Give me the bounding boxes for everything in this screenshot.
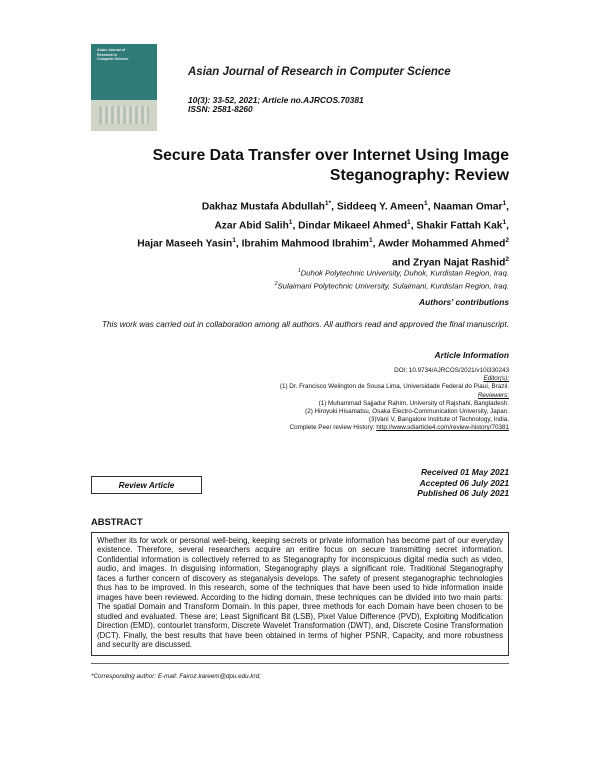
reviewer: (1) Muhammad Sajjadur Rahim, University of Rajshahi, Bangladesh. [318,399,509,407]
author-sep: , [410,220,417,232]
contributions-text: This work was carried out in collaboration among all authors. All authors read and approved the final manuscript. [101,320,509,329]
doi: DOI: 10.9734/AJRCOS/2021/v10i330243 [394,367,509,374]
author-sup: 2 [505,256,509,264]
issue-info: 10(3): 33-52, 2021; Article no.AJRCOS.70381 [188,95,364,105]
author-sep: , [506,220,509,232]
author-name: Azar Abid Salih [214,220,289,232]
publication-dates [417,467,509,499]
affiliation-text: Sulaimani Polytechnic University, Sulaimani, Kurdistan Region, Iraq. [277,281,509,291]
cover-title-line: Asian Journal of [97,48,126,52]
author-name: Naaman Omar [433,201,503,213]
reviewer: (2) Hiroyuki Hisamatsu, Osaka Electro-Communication University, Japan. [305,408,509,416]
article-info [89,367,509,433]
contributions-heading: Authors’ contributions [419,297,509,307]
cover-title-line: Computer Science [97,57,129,62]
author-list [49,196,509,271]
author-sup: 1 [368,237,373,245]
article-type-label: Review Article [91,476,202,494]
author-sup: 1 [407,218,411,226]
affiliation-text: Duhok Polytechnic University, Duhok, Kurdistan Region, Iraq. [300,268,509,278]
affiliation-sup: 1 [297,268,301,274]
reviewers-label: Reviewers: [477,391,509,399]
author-sep: , [235,238,242,250]
author-sep: , [506,201,509,213]
author-sep: , [372,238,378,250]
affiliation-sup: 2 [274,280,278,287]
cover-band [91,100,157,131]
author-sep: , [427,201,434,213]
abstract-text: Whether its for work or personal well-being, keeping secrets or private information has become part of our everyday existence. Therefore, several researchers acquire an entire focus on secure transmitting secret information. Confidential information is collectively referred to as Steganography for inconspicuous digital media such as video, audio, and images. In disguising information, Steganography plays a significant role. Traditional Steganography faces a further concern of discovery as steganalysis develops. The safety of present steganographic technologies thus has to be improved. In this research, some of the techniques that have been used to hide information inside images have been reviewed. According to the hiding domain, these techniques can be divided into two main parts: The spatial Domain and Transform Domain. In this paper, three methods for each Domain have been chosen to be studied and evaluated. These are; Least Significant Bit (LSB), Pixel Value Difference (PVD), Exploiting Modification Direction (EMD), contourlet transform, Discrete Wavelet Transformation (DWT), and, Discrete Cosine Transformation (DCT). Finally, the best results that have been obtained in terms of higher PSNR, Capacity, and more robustness and security are discussed. [91,532,509,656]
author-sep: , [331,201,337,213]
author-sup: 1 [424,200,428,207]
journal-cover-image [91,44,157,131]
author-name: Zryan Najat Rashid [413,257,506,269]
author-name: Shakir Fattah Kak [416,220,503,232]
author-name: Siddeeq Y. Ameen [336,201,425,213]
author-sep: , [292,220,299,232]
cover-title-line: Research in [97,52,118,57]
issn: ISSN: 2581-8260 [188,104,253,114]
title-line: Secure Data Transfer over Internet Using Image [152,147,509,164]
author-line [49,215,509,234]
journal-name: Asian Journal of Research in Computer Science [188,66,451,78]
author-name: Dindar Mikaeel Ahmed [298,220,408,232]
reviewer: (3)Vani V, Bangalore Institute of Technology, India. [368,416,509,424]
received-date: Received 01 May 2021 [421,467,509,477]
author-sup: 1* [324,200,332,207]
editor: (1) Dr. Francisco Welington de Sousa Lima, Universidade Federal do Piauí, Brazil. [279,383,509,391]
affiliation [89,266,509,279]
author-sup: 1 [288,218,293,226]
cover-title [97,48,151,62]
author-name: Hajar Maseeh Yasin [137,238,233,250]
accepted-date: Accepted 06 July 2021 [419,477,509,488]
corresponding-author: *Corresponding author: E-mail: Fairoz.kareem@dpu.edu.krd; [91,673,261,680]
affiliations [89,266,509,291]
author-line [49,196,509,215]
author-and: and [392,257,411,269]
review-history [89,424,509,432]
abstract-heading: ABSTRACT [91,516,143,527]
review-history-link[interactable]: http://www.sdiarticle4.com/review-history/70381 [376,424,509,432]
author-name: Awder Mohammed Ahmed [377,238,506,250]
article-info-heading: Article Information [434,350,509,360]
review-history-label: Complete Peer review History: [289,424,375,432]
author-sup: 1 [232,237,236,245]
affiliation [89,279,509,292]
editor-label: Editor(s): [483,375,509,383]
title-line: Steganography: Review [329,167,509,184]
footnote-divider [91,663,509,664]
author-sup: 1 [502,218,507,226]
author-name: Dakhaz Mustafa Abdullah [201,201,325,213]
author-line [49,233,509,252]
published-date: Published 06 July 2021 [417,488,509,499]
author-sup: 2 [505,237,509,245]
author-sup: 1 [502,200,507,207]
paper-title [89,146,509,186]
author-name: Ibrahim Mahmood Ibrahim [241,238,369,250]
